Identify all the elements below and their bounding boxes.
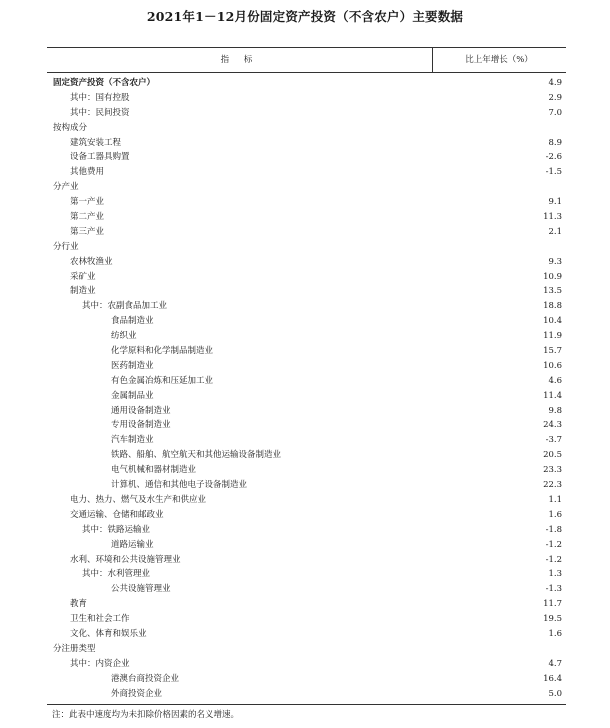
table-row (0, 493, 610, 508)
row-value: -3.7 (545, 435, 562, 446)
table-row (0, 418, 610, 433)
row-value: 23.3 (543, 465, 562, 476)
row-label: 教育 (70, 599, 88, 610)
row-label: 分注册类型 (53, 643, 96, 654)
row-label: 其他费用 (70, 167, 105, 178)
table-row (0, 538, 610, 553)
table-row (0, 642, 610, 657)
row-value: -1.3 (545, 584, 562, 595)
table-row (0, 284, 610, 299)
table-row (0, 225, 610, 240)
row-label: 按构成分 (53, 122, 88, 133)
table-row (0, 106, 610, 121)
row-value: 11.4 (543, 390, 562, 401)
row-value: 1.6 (548, 628, 562, 639)
table-row (0, 582, 610, 597)
row-label: 通用设备制造业 (111, 405, 171, 416)
row-label: 分行业 (53, 241, 79, 252)
header-indicator: 指 标 (220, 55, 259, 65)
row-value: 5.0 (548, 688, 562, 699)
row-value: -2.6 (545, 152, 562, 163)
row-value: 11.3 (543, 212, 562, 223)
row-value: -1.2 (545, 539, 562, 550)
row-value: 4.6 (548, 375, 562, 386)
row-label: 其中：铁路运输业 (82, 524, 151, 535)
table-row (0, 195, 610, 210)
row-label: 固定资产投资（不含农户） (53, 78, 156, 88)
row-label: 纺织业 (111, 331, 137, 342)
table-row (0, 314, 610, 329)
table-row (0, 448, 610, 463)
row-label: 制造业 (70, 286, 96, 297)
row-label: 公共设施管理业 (111, 584, 171, 595)
row-value: 10.4 (543, 316, 562, 327)
table-top-rule (47, 47, 566, 48)
table-row (0, 687, 610, 702)
row-label: 农林牧渔业 (70, 256, 113, 267)
row-value: 10.9 (543, 271, 562, 282)
row-label: 医药制造业 (111, 360, 154, 371)
table-row (0, 121, 610, 136)
header-growth: 比上年增长（%） (465, 55, 533, 65)
row-value: 18.8 (543, 301, 562, 312)
row-label: 交通运输、仓储和邮政业 (70, 509, 164, 520)
table-row (0, 508, 610, 523)
row-value: 8.9 (548, 137, 562, 148)
row-label: 第二产业 (70, 212, 105, 223)
row-label: 第一产业 (70, 197, 105, 208)
row-label: 分产业 (53, 182, 79, 193)
row-label: 专用设备制造业 (111, 420, 171, 431)
table-row (0, 136, 610, 151)
table-row (0, 150, 610, 165)
row-label: 金属制品业 (111, 390, 154, 401)
table-row (0, 567, 610, 582)
row-label: 设备工器具购置 (70, 152, 130, 163)
table-row (0, 523, 610, 538)
row-value: 15.7 (543, 346, 562, 357)
table-row (0, 657, 610, 672)
table-row (0, 270, 610, 285)
row-label: 铁路、船舶、航空航天和其他运输设备制造业 (111, 450, 282, 461)
row-label: 汽车制造业 (111, 435, 154, 446)
row-label: 其中：内资企业 (70, 658, 130, 669)
row-value: 22.3 (543, 480, 562, 491)
table-title: 2021年1－12月份固定资产投资（不含农户）主要数据 (146, 9, 464, 24)
table-row (0, 91, 610, 106)
row-label: 采矿业 (70, 271, 96, 282)
row-label: 其中：民间投资 (70, 107, 130, 118)
table-row (0, 359, 610, 374)
row-value: 16.4 (543, 673, 562, 684)
table-row (0, 478, 610, 493)
table-row (0, 553, 610, 568)
table-row (0, 240, 610, 255)
row-value: 11.9 (543, 331, 562, 342)
row-value: -1.2 (545, 554, 562, 565)
row-label: 有色金属冶炼和压延加工业 (111, 375, 214, 386)
row-label: 其中：国有控股 (70, 92, 130, 103)
row-label: 建筑安装工程 (70, 137, 122, 148)
row-label: 电气机械和器材制造业 (111, 465, 197, 476)
table-row (0, 165, 610, 180)
row-label: 其中：农副食品加工业 (82, 301, 168, 312)
table-row (0, 180, 610, 195)
table-row (0, 299, 610, 314)
table-bottom-rule (47, 704, 566, 705)
row-label: 水利、环境和公共设施管理业 (70, 554, 181, 565)
row-label: 食品制造业 (111, 316, 154, 327)
row-value: 9.8 (548, 405, 562, 416)
row-value: 13.5 (543, 286, 562, 297)
table-row (0, 389, 610, 404)
table-footnote: 注：此表中速度均为未扣除价格因素的名义增速。 (52, 710, 240, 720)
row-value: 4.9 (548, 78, 562, 88)
table-row (0, 404, 610, 419)
row-label: 卫生和社会工作 (70, 614, 130, 625)
row-value: 11.7 (543, 599, 562, 610)
row-value: -1.8 (545, 524, 562, 535)
table-row (0, 210, 610, 225)
row-value: 19.5 (543, 614, 562, 625)
header-bottom-rule (47, 72, 566, 73)
row-value: 4.7 (548, 658, 562, 669)
row-value: 9.1 (548, 197, 562, 208)
row-label: 其中：水利管理业 (82, 569, 151, 580)
row-label: 港澳台商投资企业 (111, 673, 180, 684)
row-label: 计算机、通信和其他电子设备制造业 (111, 480, 248, 491)
row-value: 1.3 (548, 569, 562, 580)
row-value: 10.6 (543, 360, 562, 371)
row-label: 电力、热力、燃气及水生产和供应业 (70, 494, 207, 505)
table-row (0, 612, 610, 627)
table-row (0, 463, 610, 478)
row-value: 20.5 (543, 450, 562, 461)
table-row (0, 433, 610, 448)
row-label: 第三产业 (70, 226, 105, 237)
row-value: 7.0 (548, 107, 562, 118)
row-value: 1.1 (548, 494, 562, 505)
row-label: 文化、体育和娱乐业 (70, 628, 147, 639)
row-value: 9.3 (548, 256, 562, 267)
table-row (0, 374, 610, 389)
row-label: 道路运输业 (111, 539, 154, 550)
table-row (0, 672, 610, 687)
table-row (0, 344, 610, 359)
row-value: 24.3 (543, 420, 562, 431)
table-body (0, 76, 610, 701)
row-value: 2.9 (548, 92, 562, 103)
row-label: 外商投资企业 (111, 688, 163, 699)
table-row (0, 255, 610, 270)
table-row (0, 627, 610, 642)
table-row (0, 329, 610, 344)
row-value: 2.1 (548, 226, 562, 237)
table-row (0, 597, 610, 612)
table-row (0, 76, 610, 91)
row-label: 化学原料和化学制品制造业 (111, 346, 214, 357)
row-value: -1.5 (545, 167, 562, 178)
row-value: 1.6 (548, 509, 562, 520)
